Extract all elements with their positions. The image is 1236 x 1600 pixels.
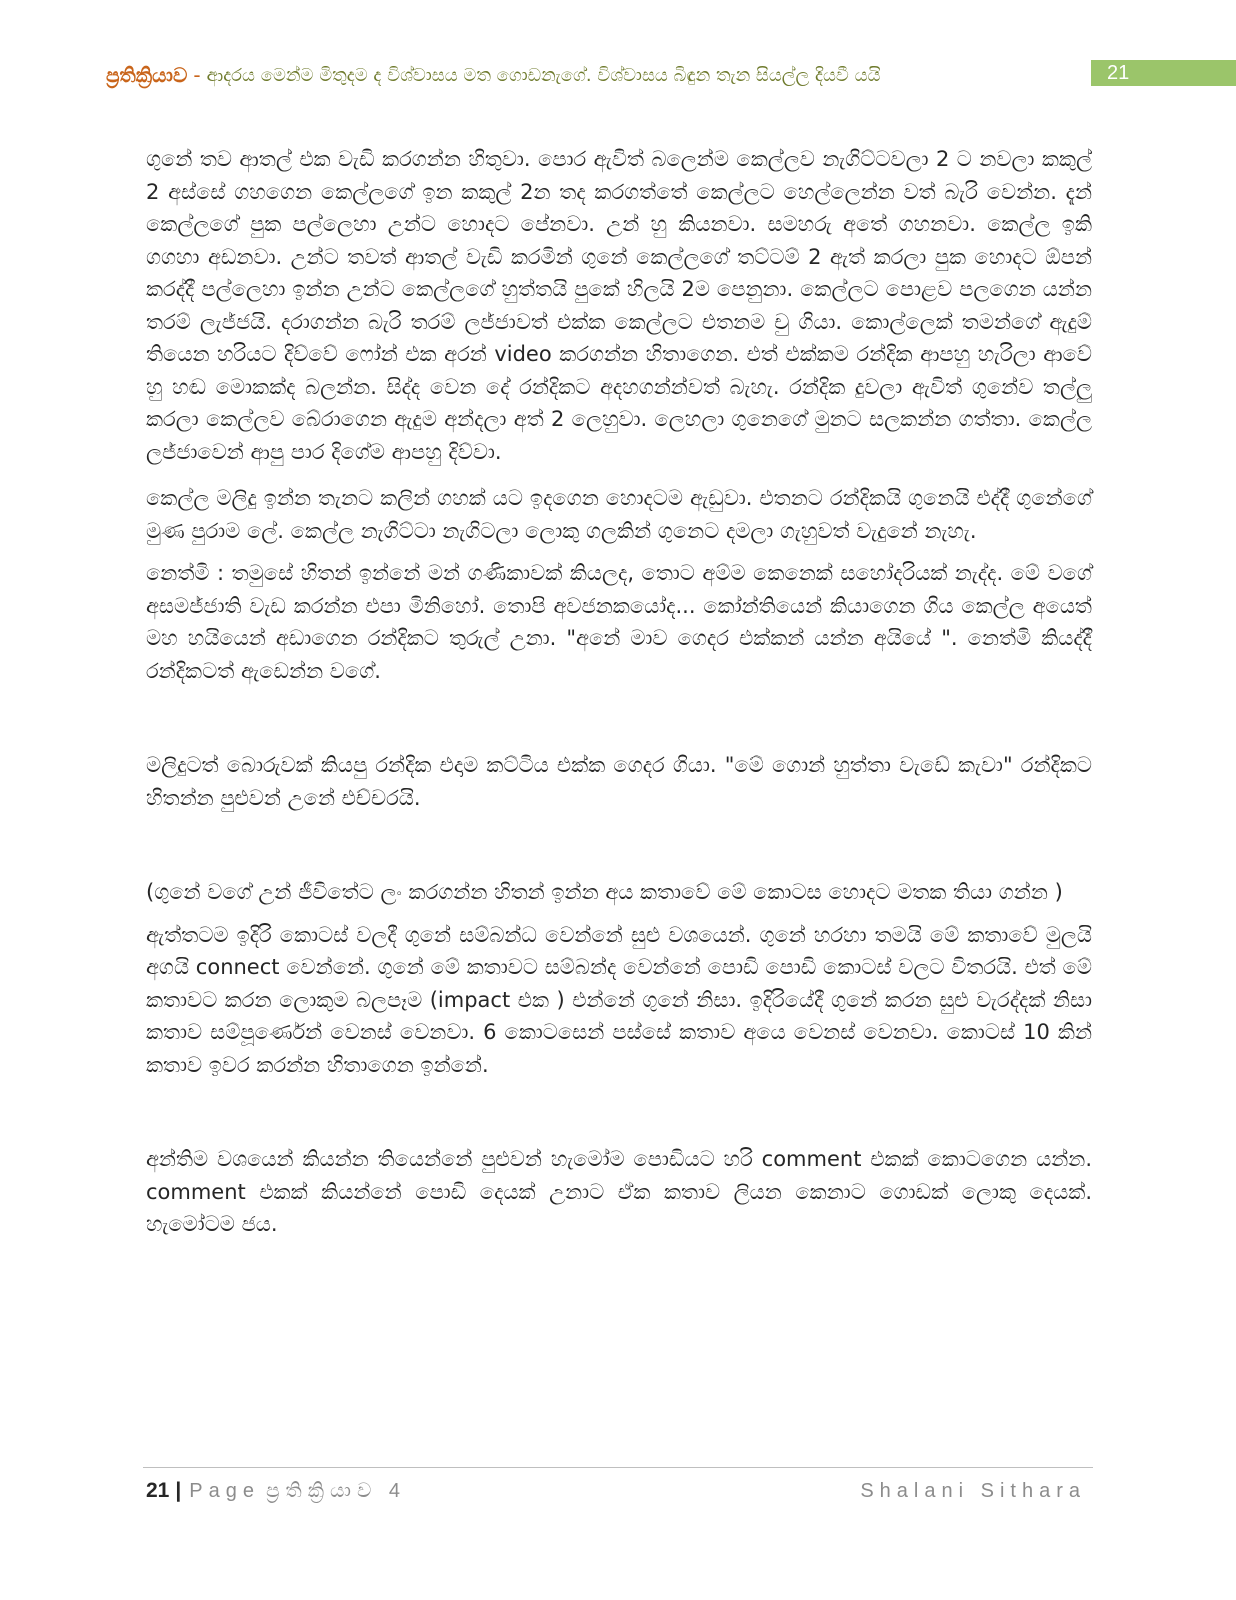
footer-page-number: 21 bbox=[146, 1479, 170, 1502]
page-body bbox=[146, 143, 1092, 1241]
footer-page-label: Page bbox=[189, 1479, 260, 1502]
footer-author: Shalani Sithara bbox=[860, 1479, 1086, 1502]
paragraph-4: මලිදුටත් බොරුවක් කියපු රන්දික එදාම කට්ටිය එක්ක ගෙදර ගියා. "මේ ගොන් හුත්තා වැඩේ කැවා" රන්දිකට හිතන්න පුළුවන් උනේ එච්චරයි. bbox=[146, 753, 1092, 810]
book-title: ප්‍රතික්‍රියාව bbox=[106, 63, 188, 87]
page-footer bbox=[146, 1474, 1086, 1508]
paragraph-2: කෙල්ල මලිදු ඉන්න තැනට කලින් ගහක් යට ඉදගෙන හොදටම ඇඩුවා. එතනට රන්දිකයි ගුනෙයි එද්දී ගුනේගේ මුණ පුරාම ලේ. කෙල්ල නැගිට්ටා නැගිටලා ලොකු ගලකින් ගුනෙට දමලා ගැහුවත් වැදුනේ නැහැ. bbox=[146, 486, 1092, 543]
paragraph-5: (ගුනේ වගේ උන් ජීවිතේට ලං කරගන්න හිතන් ඉන්න අය කතාවේ මේ කොටස හොදට මතක තියා ගන්න ) bbox=[146, 880, 1063, 904]
footer-book-title: ප්‍රතික්‍රියාව 4 bbox=[265, 1479, 407, 1502]
header-separator: - bbox=[193, 63, 201, 87]
paragraph-3: නෙත්මි : තමුසේ හිතන් ඉන්නේ මන් ගණිකාවක් කියලද, තොට අම්ම කෙනෙක් සහෝදරියක් නැද්ද. මේ වගේ අසමජ්ජාති වැඩ කරන්න එපා මිනිහෝ. තොපි අවජනකයෝද... කෝන්තියෙන් කියාගෙන ගිය කෙල්ල අයෙත් මහ හයියෙන් අඩාගෙන රන්දිකට තුරුල් උනා. "අනේ මාව ගෙදර එක්කන් යන්න අයියේ ". නෙත්මි කියද්දී රන්දිකටත් ඇඩෙන්න වගේ. bbox=[146, 561, 1092, 683]
footer-divider bbox=[143, 1467, 1093, 1468]
running-header bbox=[106, 58, 1081, 92]
paragraph-1: ගුනේ තව ආතල් එක වැඩි කරගන්න හිතුවා. පොර ඇවිත් බලෙන්ම කෙල්ලව නැගිට්ටවලා 2 ට නවලා කකුල් 2 අස්සේ ගහගෙන කෙල්ලගේ ඉන කකුල් 2න තද කරගත්තේ කෙල්ලට හෙල්ලෙන්න වත් බැරි වෙන්න. දැන් කෙල්ලගේ පුක පල්ලෙහා උන්ට හොදට පේනවා. උන් හු කියනවා. සමහරු අතේ ගහනවා. කෙල්ල ඉකි ගගහා අඩනවා. උන්ට තවත් ආතල් වැඩි කරමින් ගුනේ කෙල්ලගේ තට්ටම් 2 ඇත් කරලා පුක හොදට ඕපන් කරද්දී පල්ලෙහා ඉන්න උන්ට කෙල්ලගේ හුත්තයි පුකේ හිලයි 2ම පෙනුනා. කෙල්ලට පොළව පලගෙන යන්න තරම් ලැජ්ජයි. දරාගන්න බැරි තරම් ලජ්ජාවත් එක්ක කෙල්ලට එතනම චු ගියා. කොල්ලෙක් තමන්ගේ ඇදුම් තියෙන හරියට දිව්වේ ෆෝන් එක අරන් video කරගන්න හිතාගෙන. එත් එක්කම රන්දික ආපහු හැරිලා ආවේ හු හඬ මොකක්ද බලන්න. සිද්ද වෙන දේ රන්දිකට අදහගන්න්වත් බැහැ. රන්දික දුවලා ඇවිත් ගුනේව තල්ලු කරලා කෙල්ලව බේරාගෙන ඇදුම අන්දලා අත් 2 ලෙහුවා. ලෙහලා ගුනෙගේ මුනට සලකන්න ගත්තා. කෙල්ල ලජ්ජාවෙන් ආපු පාර දිගේම ආපහු දිව්වා. bbox=[146, 147, 1092, 464]
footer-separator: | bbox=[175, 1479, 182, 1502]
page-number-badge: 21 bbox=[1091, 60, 1236, 86]
paragraph-7: අන්තිම වශයෙන් කියන්න තියෙන්නේ පුළුවන් හැමෝම පොඩියට හරි comment එකක් කොටගෙන යන්න. comment එකක් කියන්නේ පොඩි දෙයක් උනාට ඒක කතාව ලියන කෙනාට ගොඩක් ලොකු දෙයක්. හැමෝටම ජය. bbox=[146, 1147, 1092, 1236]
header-tagline: ආදරය මෙන්ම මිතුදම ද විශ්වාසය මත ගොඩනැගේ. විශ්වාසය බිඳුන තැන සියල්ල දියවී යයි bbox=[206, 64, 881, 86]
paragraph-6: ඇත්තටම ඉදිරි කොටස් වලදී ගුනේ සම්බන්ධ වෙන්නේ සුළු වශයෙන්. ගුනේ හරහා තමයි මේ කතාවේ මුලයි අගයි connect වෙන්නේ. ගුනේ මේ කතාවට සම්බන්ද වෙන්නේ පොඩි පොඩි කොටස් වලට විතරයි. එත් මේ කතාවට කරන ලොකුම බලපෑම (impact එක ) එන්නේ ගුනේ නිසා. ඉදිරියේදී ගුනේ කරන සුළු වැරද්දක් නිසා කතාව සම්පූර්ණෙන් වෙනස් වෙනවා. 6 කොටසෙන් පස්සේ කතාව අයෙ වෙනස් වෙනවා. කොටස් 10 කින් කතාව ඉවර කරන්න හිතාගෙන ඉන්නේ. bbox=[146, 922, 1092, 1077]
